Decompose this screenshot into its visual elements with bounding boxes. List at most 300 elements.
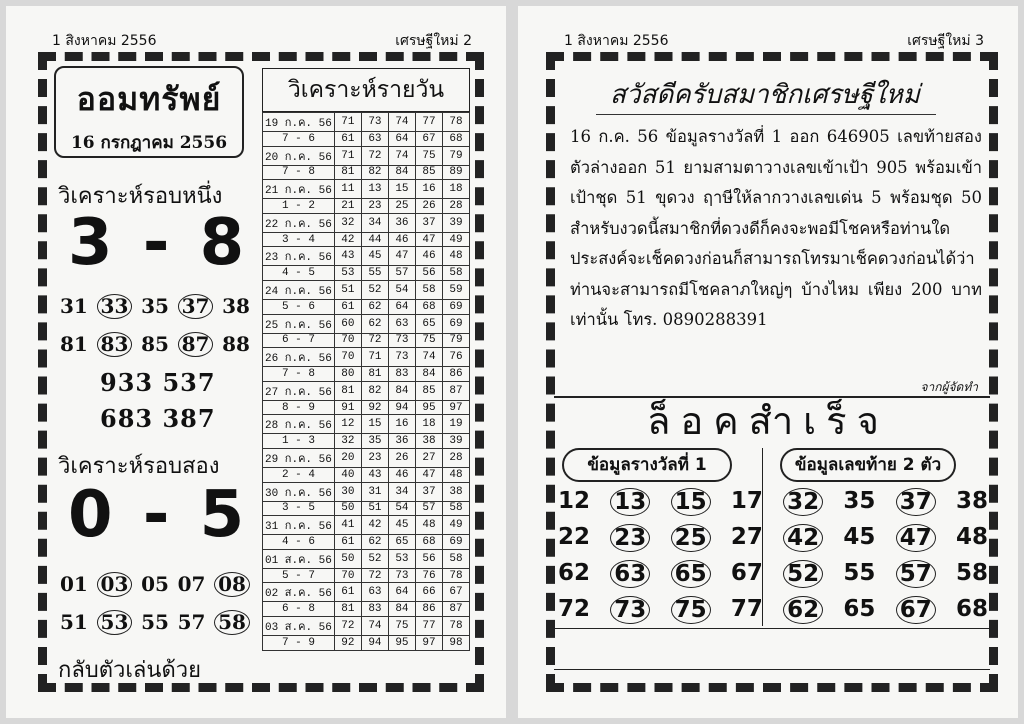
daily-number: 58	[442, 549, 469, 568]
daily-pair: 7 - 6	[263, 132, 335, 147]
daily-number: 62	[361, 314, 388, 333]
daily-number: 79	[442, 333, 469, 348]
daily-row	[263, 113, 470, 132]
right-page	[518, 6, 1018, 718]
daily-number: 34	[388, 482, 415, 501]
daily-row	[263, 199, 470, 214]
daily-row	[263, 434, 470, 449]
daily-number: 11	[334, 180, 361, 199]
daily-date: 20 ก.ค. 56	[263, 146, 335, 165]
daily-number: 28	[442, 199, 469, 214]
daily-pair: 6 - 7	[263, 333, 335, 348]
lock-number: 57	[896, 560, 936, 588]
lock-number: 42	[783, 524, 823, 552]
daily-pair: 2 - 4	[263, 467, 335, 482]
page-title: ออมทรัพย์	[76, 80, 222, 118]
daily-row	[263, 280, 470, 299]
daily-number: 82	[361, 165, 388, 180]
lock-title: ล็อคสำเร็จ	[647, 399, 889, 443]
daily-number: 70	[334, 348, 361, 367]
daily-number: 89	[442, 165, 469, 180]
round1-number: 37	[178, 294, 214, 319]
right-header	[518, 28, 1018, 52]
daily-date: 28 ก.ค. 56	[263, 415, 335, 434]
daily-pair: 1 - 3	[263, 434, 335, 449]
daily-number: 36	[388, 213, 415, 232]
daily-number: 70	[334, 333, 361, 348]
daily-row	[263, 180, 470, 199]
daily-number: 65	[388, 535, 415, 550]
daily-number: 63	[361, 583, 388, 602]
daily-number: 49	[442, 232, 469, 247]
daily-number: 47	[415, 467, 442, 482]
daily-row	[263, 266, 470, 281]
daily-number: 55	[361, 266, 388, 281]
lock-number: 68	[955, 596, 988, 622]
daily-number: 57	[388, 266, 415, 281]
daily-number: 69	[442, 299, 469, 314]
daily-number: 38	[415, 434, 442, 449]
left-header-date: 1 สิงหาคม 2556	[52, 33, 157, 49]
left-page	[6, 6, 506, 718]
daily-pair: 3 - 5	[263, 501, 335, 516]
daily-row	[263, 616, 470, 635]
daily-number: 86	[442, 367, 469, 382]
daily-number: 92	[361, 400, 388, 415]
lock-number: 25	[671, 524, 711, 552]
daily-number: 64	[388, 132, 415, 147]
daily-pair: 1 - 2	[263, 199, 335, 214]
round1-number: 83	[97, 332, 133, 357]
daily-number: 52	[361, 549, 388, 568]
daily-number: 73	[388, 568, 415, 583]
daily-number: 50	[334, 501, 361, 516]
daily-number: 51	[334, 280, 361, 299]
daily-number: 16	[415, 180, 442, 199]
daily-pair: 6 - 8	[263, 602, 335, 617]
round2-number: 05	[141, 572, 169, 596]
lock-number: 67	[896, 596, 936, 624]
daily-number: 26	[415, 199, 442, 214]
daily-pair: 3 - 4	[263, 232, 335, 247]
right-header-title: เศรษฐีใหม่ 3	[907, 33, 984, 49]
round2-number: 07	[177, 572, 206, 596]
lock-number: 47	[896, 524, 936, 552]
daily-number: 42	[361, 516, 388, 535]
daily-number: 51	[361, 501, 388, 516]
lock-number: 38	[955, 488, 988, 514]
daily-number: 81	[334, 381, 361, 400]
round2-heading: วิเคราะห์รอบสอง	[58, 454, 220, 479]
lock-number: 65	[671, 560, 711, 588]
lock-number: 17	[730, 488, 763, 514]
daily-number: 27	[415, 448, 442, 467]
daily-number: 18	[415, 415, 442, 434]
daily-number: 95	[415, 400, 442, 415]
daily-number: 45	[388, 516, 415, 535]
daily-number: 61	[334, 299, 361, 314]
daily-number: 32	[334, 434, 361, 449]
daily-row	[263, 549, 470, 568]
lock-number: 73	[610, 596, 650, 624]
daily-number: 50	[334, 549, 361, 568]
daily-date: 30 ก.ค. 56	[263, 482, 335, 501]
round2-number: 08	[214, 572, 250, 597]
daily-number: 54	[388, 280, 415, 299]
daily-number: 73	[388, 333, 415, 348]
daily-number: 66	[415, 583, 442, 602]
daily-number: 87	[442, 381, 469, 400]
lock-number: 63	[610, 560, 650, 588]
daily-number: 38	[442, 482, 469, 501]
daily-number: 62	[361, 299, 388, 314]
daily-number: 71	[334, 113, 361, 132]
daily-number: 21	[334, 199, 361, 214]
round2-number: 58	[214, 610, 250, 635]
daily-number: 70	[334, 568, 361, 583]
daily-row	[263, 232, 470, 247]
daily-row	[263, 516, 470, 535]
lock-number: 13	[610, 488, 650, 516]
daily-number: 74	[388, 113, 415, 132]
daily-row	[263, 165, 470, 180]
daily-number: 83	[361, 602, 388, 617]
daily-date: 31 ก.ค. 56	[263, 516, 335, 535]
lock-number: 62	[558, 560, 591, 586]
daily-number: 34	[361, 213, 388, 232]
round1-number: 38	[222, 294, 250, 318]
daily-number: 71	[334, 146, 361, 165]
daily-number: 53	[388, 549, 415, 568]
daily-row	[263, 314, 470, 333]
daily-number: 81	[361, 367, 388, 382]
daily-number: 84	[388, 165, 415, 180]
daily-number: 78	[442, 113, 469, 132]
daily-number: 39	[442, 213, 469, 232]
daily-number: 72	[334, 616, 361, 635]
daily-number: 84	[415, 367, 442, 382]
daily-number: 85	[415, 381, 442, 400]
daily-number: 41	[334, 516, 361, 535]
round2-pair: 0 - 5	[68, 478, 249, 552]
daily-number: 56	[415, 266, 442, 281]
daily-number: 61	[334, 535, 361, 550]
daily-number: 85	[415, 165, 442, 180]
daily-number: 84	[388, 381, 415, 400]
daily-number: 95	[388, 635, 415, 650]
daily-row	[263, 501, 470, 516]
pill-first-prize: ข้อมูลรางวัลที่ 1	[562, 448, 732, 482]
greeting: สวัสดีครับสมาชิกเศรษฐีใหม่	[610, 80, 920, 110]
daily-number: 61	[334, 583, 361, 602]
daily-number: 37	[415, 213, 442, 232]
daily-number: 78	[442, 616, 469, 635]
lock-number: 27	[730, 524, 763, 550]
daily-number: 42	[334, 232, 361, 247]
combo-1: 933 537	[100, 368, 216, 397]
lock-row-3	[558, 560, 988, 588]
lock-number: 15	[671, 488, 711, 516]
daily-analysis	[262, 68, 470, 651]
daily-number: 48	[415, 516, 442, 535]
daily-number: 94	[388, 400, 415, 415]
daily-number: 77	[415, 113, 442, 132]
daily-number: 63	[361, 132, 388, 147]
daily-number: 25	[388, 199, 415, 214]
daily-number: 12	[334, 415, 361, 434]
daily-number: 58	[442, 501, 469, 516]
daily-row	[263, 415, 470, 434]
daily-table	[262, 112, 470, 651]
round1-row-2	[60, 332, 250, 357]
daily-number: 45	[361, 247, 388, 266]
daily-number: 80	[334, 367, 361, 382]
daily-number: 87	[442, 602, 469, 617]
daily-number: 64	[388, 583, 415, 602]
round2-number: 51	[60, 610, 88, 634]
lock-number: 77	[730, 596, 763, 622]
daily-number: 39	[442, 434, 469, 449]
daily-number: 54	[388, 501, 415, 516]
daily-number: 35	[361, 434, 388, 449]
daily-date: 26 ก.ค. 56	[263, 348, 335, 367]
daily-date: 21 ก.ค. 56	[263, 180, 335, 199]
greeting-underline	[596, 114, 936, 115]
lock-number: 22	[558, 524, 591, 550]
daily-date: 23 ก.ค. 56	[263, 247, 335, 266]
round1-number: 31	[60, 294, 88, 318]
lock-number: 72	[558, 596, 591, 622]
daily-number: 71	[361, 348, 388, 367]
daily-number: 75	[415, 146, 442, 165]
daily-row	[263, 299, 470, 314]
daily-row	[263, 568, 470, 583]
lock-number: 65	[843, 596, 876, 622]
daily-number: 64	[388, 299, 415, 314]
lock-number: 35	[843, 488, 876, 514]
daily-number: 73	[361, 113, 388, 132]
lock-number: 62	[783, 596, 823, 624]
daily-number: 72	[361, 568, 388, 583]
daily-number: 67	[442, 583, 469, 602]
round1-heading: วิเคราะห์รอบหนึ่ง	[58, 184, 223, 209]
daily-row	[263, 333, 470, 348]
daily-number: 97	[415, 635, 442, 650]
daily-number: 56	[415, 549, 442, 568]
daily-number: 91	[334, 400, 361, 415]
daily-number: 15	[361, 415, 388, 434]
daily-number: 77	[415, 616, 442, 635]
daily-number: 40	[334, 467, 361, 482]
daily-pair: 8 - 9	[263, 400, 335, 415]
daily-number: 48	[442, 247, 469, 266]
round2-number: 57	[177, 610, 206, 634]
daily-number: 23	[361, 448, 388, 467]
left-header-title: เศรษฐีใหม่ 2	[395, 33, 472, 49]
round2-number: 03	[97, 572, 133, 597]
daily-number: 46	[388, 232, 415, 247]
daily-pair: 4 - 5	[263, 266, 335, 281]
daily-date: 27 ก.ค. 56	[263, 381, 335, 400]
round2-row-1	[60, 572, 250, 597]
daily-number: 97	[442, 400, 469, 415]
lock-number: 55	[843, 560, 876, 586]
daily-row	[263, 400, 470, 415]
daily-number: 30	[334, 482, 361, 501]
daily-number: 65	[415, 314, 442, 333]
daily-row	[263, 213, 470, 232]
daily-row	[263, 467, 470, 482]
daily-number: 63	[388, 314, 415, 333]
daily-number: 46	[388, 467, 415, 482]
daily-number: 68	[415, 299, 442, 314]
round1-pair: 3 - 8	[68, 206, 249, 280]
daily-date: 24 ก.ค. 56	[263, 280, 335, 299]
daily-number: 23	[361, 199, 388, 214]
daily-number: 13	[361, 180, 388, 199]
daily-pair: 5 - 6	[263, 299, 335, 314]
left-header	[6, 28, 506, 52]
daily-date: 03 ส.ค. 56	[263, 616, 335, 635]
round1-number: 85	[141, 332, 169, 356]
right-header-date: 1 สิงหาคม 2556	[564, 33, 669, 49]
daily-number: 78	[442, 568, 469, 583]
round2-number: 01	[60, 572, 88, 596]
credits-box	[554, 628, 990, 670]
daily-number: 20	[334, 448, 361, 467]
daily-title: วิเคราะห์รายวัน	[262, 68, 470, 112]
daily-pair: 4 - 6	[263, 535, 335, 550]
lock-number: 37	[896, 488, 936, 516]
daily-number: 73	[388, 348, 415, 367]
daily-number: 61	[334, 132, 361, 147]
lock-row-1	[558, 488, 988, 516]
daily-number: 68	[442, 132, 469, 147]
daily-number: 83	[388, 367, 415, 382]
lock-number: 23	[610, 524, 650, 552]
daily-number: 75	[388, 616, 415, 635]
daily-row	[263, 132, 470, 147]
daily-number: 79	[442, 146, 469, 165]
daily-number: 49	[442, 516, 469, 535]
daily-row	[263, 583, 470, 602]
footer-text: กลับตัวเล่นด้วย	[58, 658, 201, 683]
daily-number: 59	[442, 280, 469, 299]
daily-number: 82	[361, 381, 388, 400]
daily-date: 02 ส.ค. 56	[263, 583, 335, 602]
daily-number: 72	[361, 146, 388, 165]
combo-2: 683 387	[100, 404, 216, 433]
daily-date: 19 ก.ค. 56	[263, 113, 335, 132]
daily-date: 01 ส.ค. 56	[263, 549, 335, 568]
daily-number: 68	[415, 535, 442, 550]
daily-date: 22 ก.ค. 56	[263, 213, 335, 232]
daily-number: 58	[415, 280, 442, 299]
round2-number: 53	[97, 610, 133, 635]
lock-number: 75	[671, 596, 711, 624]
daily-number: 37	[415, 482, 442, 501]
daily-number: 74	[388, 146, 415, 165]
daily-number: 18	[442, 180, 469, 199]
daily-row	[263, 635, 470, 650]
lock-number: 32	[783, 488, 823, 516]
daily-number: 52	[361, 280, 388, 299]
daily-number: 48	[442, 467, 469, 482]
signoff: จากผู้จัดทำ	[920, 380, 978, 394]
lock-number: 67	[730, 560, 763, 586]
daily-number: 92	[334, 635, 361, 650]
daily-row	[263, 448, 470, 467]
daily-number: 31	[361, 482, 388, 501]
daily-row	[263, 367, 470, 382]
daily-row	[263, 602, 470, 617]
lock-number: 45	[843, 524, 876, 550]
round2-number: 55	[141, 610, 169, 634]
round1-row-1	[60, 294, 250, 319]
round1-number: 33	[97, 294, 133, 319]
daily-number: 76	[442, 348, 469, 367]
round2-row-2	[60, 610, 250, 635]
daily-number: 72	[361, 333, 388, 348]
daily-number: 74	[361, 616, 388, 635]
daily-number: 53	[334, 266, 361, 281]
round1-number: 35	[141, 294, 169, 318]
daily-number: 57	[415, 501, 442, 516]
lock-number: 52	[783, 560, 823, 588]
daily-row	[263, 535, 470, 550]
daily-number: 81	[334, 602, 361, 617]
daily-number: 19	[442, 415, 469, 434]
round1-number: 88	[222, 332, 250, 356]
daily-number: 15	[388, 180, 415, 199]
daily-number: 81	[334, 165, 361, 180]
daily-number: 67	[415, 132, 442, 147]
daily-number: 43	[361, 467, 388, 482]
daily-number: 28	[442, 448, 469, 467]
round1-number: 81	[60, 332, 88, 356]
daily-number: 16	[388, 415, 415, 434]
daily-date: 25 ก.ค. 56	[263, 314, 335, 333]
daily-number: 69	[442, 535, 469, 550]
daily-number: 47	[388, 247, 415, 266]
daily-number: 69	[442, 314, 469, 333]
daily-row	[263, 348, 470, 367]
lock-number: 48	[955, 524, 988, 550]
daily-number: 75	[415, 333, 442, 348]
daily-number: 86	[415, 602, 442, 617]
lock-number: 12	[558, 488, 591, 514]
daily-number: 46	[415, 247, 442, 266]
daily-number: 94	[361, 635, 388, 650]
daily-number: 44	[361, 232, 388, 247]
daily-number: 76	[415, 568, 442, 583]
daily-number: 74	[415, 348, 442, 367]
title-date: 16 กรกฎาคม 2556	[70, 133, 228, 153]
daily-number: 62	[361, 535, 388, 550]
daily-row	[263, 482, 470, 501]
daily-row	[263, 146, 470, 165]
daily-number: 58	[442, 266, 469, 281]
daily-row	[263, 247, 470, 266]
daily-date: 29 ก.ค. 56	[263, 448, 335, 467]
daily-number: 26	[388, 448, 415, 467]
message-paragraph: 16 ก.ค. 56 ข้อมูลรางวัลที่ 1 ออก 646905 เลขท้ายสองตัวล่างออก 51 ยามสามตาวางเลขเข้าเป้า 905 พร้อมเข้าเป้าชุด 51 ขุดวง ฤาษีให้ลากวางเลขเด่น 5 พร้อมชุด 50 สำหรับงวดนี้สมาชิกที่ดวงดีก็คงจะพอมีโชคหรือท่านใดประสงค์จะเช็คดวงก่อนก็สามารถโทรมาเช็คดวงก่อนได้ว่าท่านจะสามารถมีโชคลาภใหญ่ๆ บ้างไหม เพียง 200 บาท เท่านั้น โทร. 0890288391	[570, 127, 982, 329]
daily-number: 98	[442, 635, 469, 650]
daily-number: 32	[334, 213, 361, 232]
round1-number: 87	[178, 332, 214, 357]
pill-last-two: ข้อมูลเลขท้าย 2 ตัว	[780, 448, 956, 482]
daily-pair: 7 - 9	[263, 635, 335, 650]
